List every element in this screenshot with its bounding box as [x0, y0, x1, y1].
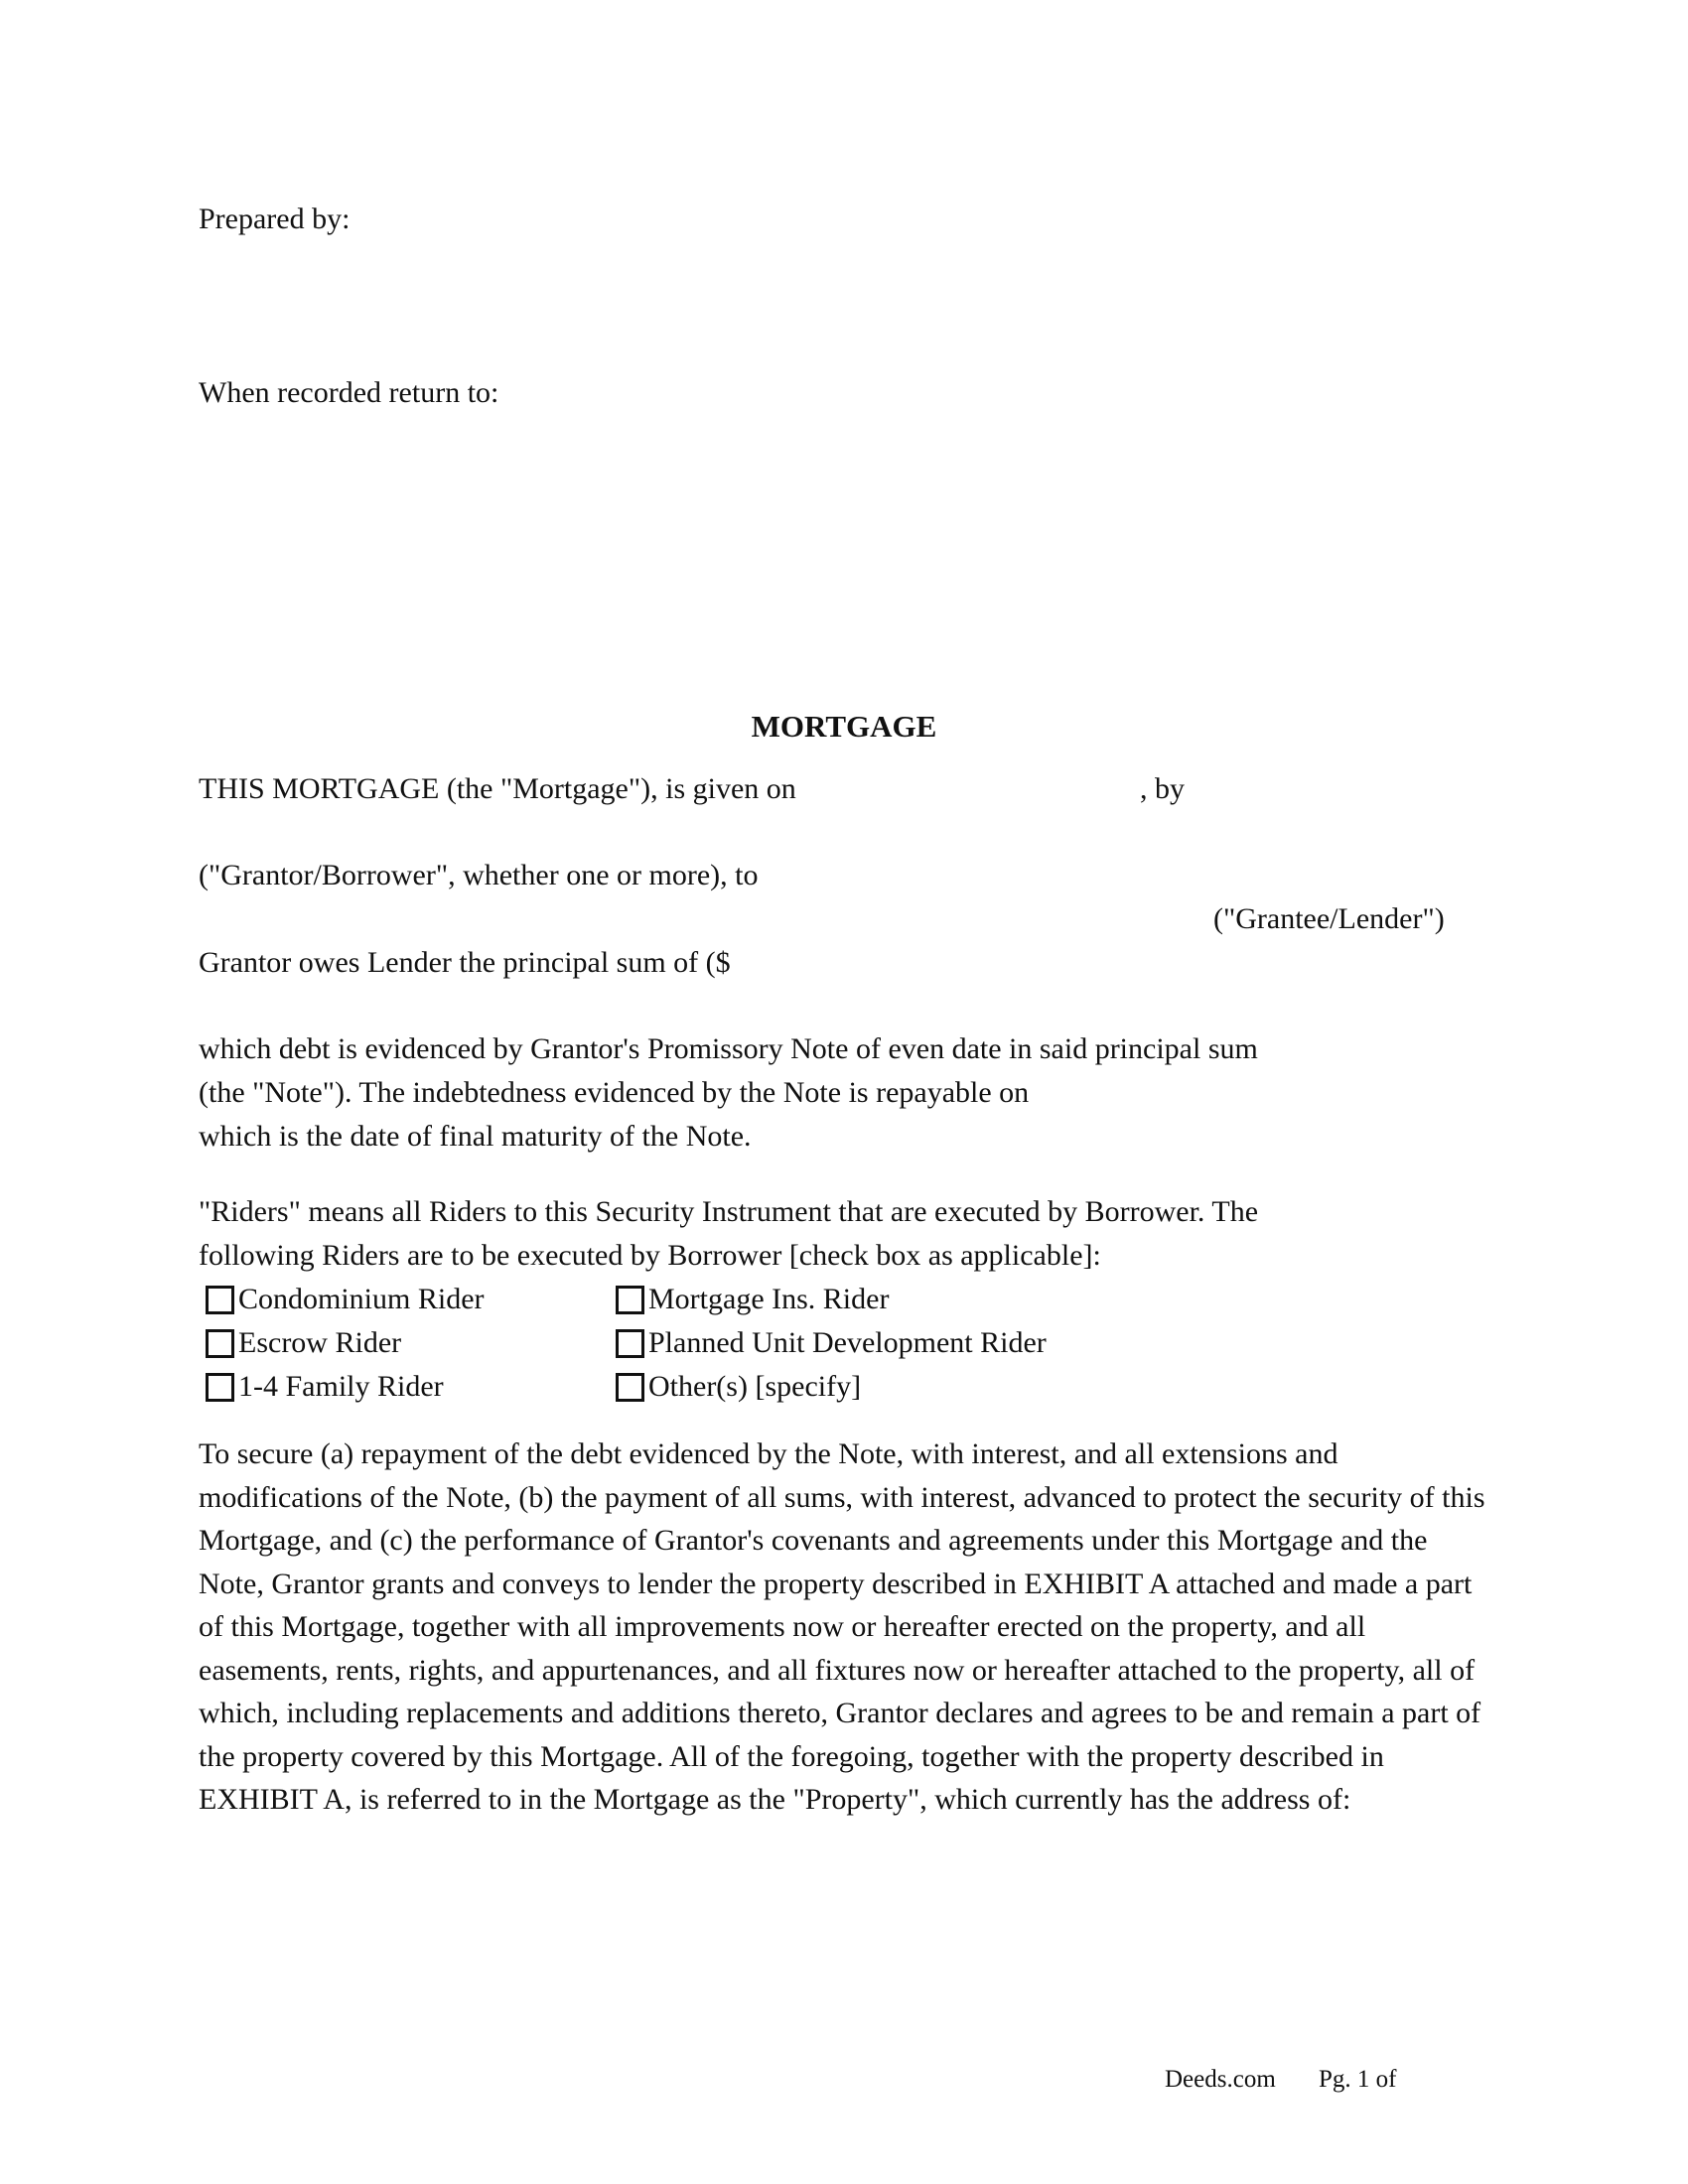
debt-line-3: which is the date of final maturity of the Note.	[199, 1120, 752, 1153]
riders-definition: "Riders" means all Riders to this Security Instrument that are executed by Borrower. The	[199, 1195, 1259, 1228]
riders-instruction: following Riders are to be executed by Borrower [check box as applicable]:	[199, 1239, 1101, 1272]
checkbox[interactable]	[206, 1329, 234, 1358]
intro-given-on: THIS MORTGAGE (the "Mortgage"), is given on	[199, 772, 796, 805]
rider-other[interactable]	[616, 1370, 861, 1404]
intro-grantee: ("Grantee/Lender")	[1213, 902, 1445, 935]
rider-escrow[interactable]	[206, 1326, 401, 1360]
intro-grantor: ("Grantor/Borrower", whether one or more), to	[199, 859, 759, 891]
debt-line-2: (the "Note"). The indebtedness evidenced by the Note is repayable on	[199, 1076, 1030, 1109]
intro-principal-sum: Grantor owes Lender the principal sum of ($	[199, 946, 731, 979]
intro-by: , by	[1140, 772, 1185, 805]
checkbox[interactable]	[616, 1329, 644, 1358]
rider-condominium[interactable]	[206, 1283, 485, 1316]
checkbox[interactable]	[616, 1286, 644, 1314]
secure-paragraph: To secure (a) repayment of the debt evidenced by the Note, with interest, and all extensions and modifications of the Note, (b) the payment of all sums, with interest, advanced to protect the security of this Mortgage, and (c) the performance of Grantor's covenants and agreements under this Mortgage and the Note, Grantor grants and conveys to lender the property described in EXHIBIT A attached and made a part of this Mortgage, together with all improvements now or hereafter erected on the property, and all easements, rents, rights, and appurtenances, and all fixtures now or hereafter attached to the property, all of which, including replacements and additions thereto, Grantor declares and agrees to be and remain a part of the property covered by this Mortgage. All of the foregoing, together with the property described in EXHIBIT A, is referred to in the Mortgage as the "Property", which currently has the address of:	[199, 1437, 1485, 1816]
return-to-label: When recorded return to:	[199, 376, 499, 409]
rider-label: Planned Unit Development Rider	[648, 1326, 1047, 1359]
checkbox[interactable]	[616, 1373, 644, 1402]
rider-label: Escrow Rider	[238, 1326, 402, 1359]
checkbox[interactable]	[206, 1286, 234, 1314]
footer-page-number: Pg. 1 of	[1319, 2066, 1397, 2093]
rider-mortgage-insurance[interactable]	[616, 1283, 889, 1316]
footer-site: Deeds.com	[1165, 2066, 1276, 2093]
checkbox[interactable]	[206, 1373, 234, 1402]
rider-label: Other(s) [specify]	[648, 1370, 862, 1403]
rider-label: Condominium Rider	[238, 1283, 485, 1315]
rider-label: Mortgage Ins. Rider	[648, 1283, 890, 1315]
document-title: MORTGAGE	[751, 709, 937, 744]
prepared-by-label: Prepared by:	[199, 203, 351, 235]
rider-planned-unit-development[interactable]	[616, 1326, 1047, 1360]
debt-line-1: which debt is evidenced by Grantor's Promissory Note of even date in said principal sum	[199, 1032, 1258, 1065]
rider-family[interactable]	[206, 1370, 444, 1404]
rider-label: 1-4 Family Rider	[238, 1370, 444, 1403]
